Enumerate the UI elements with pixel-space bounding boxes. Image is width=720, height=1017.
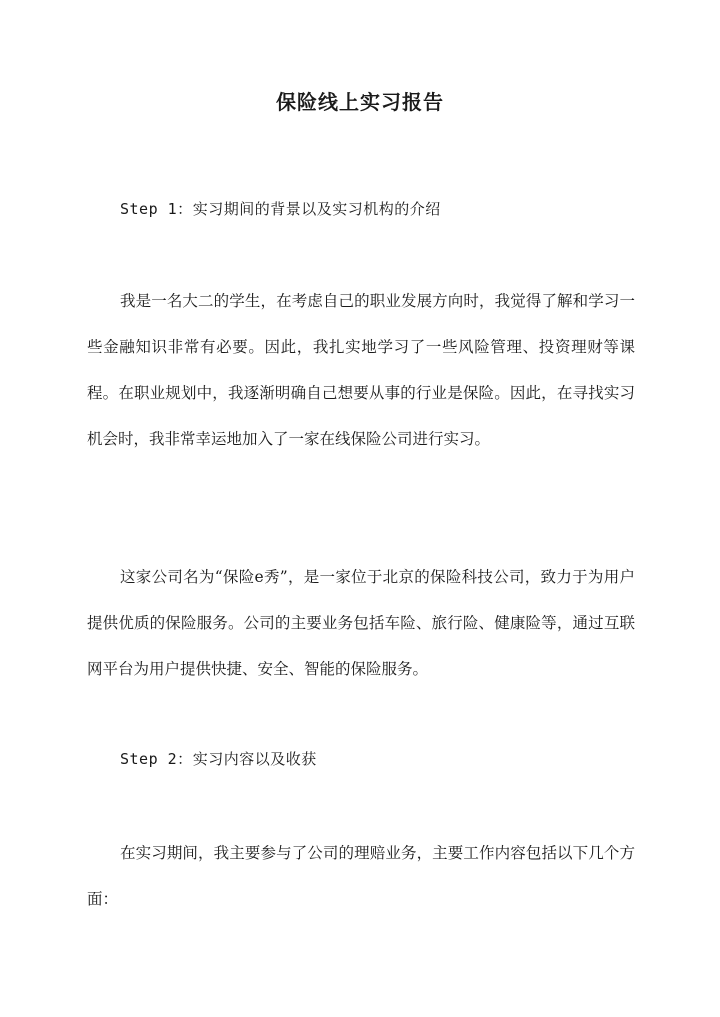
step-1-text: 实习期间的背景以及实习机构的介绍 (192, 200, 441, 218)
step-2-text: 实习内容以及收获 (192, 750, 317, 768)
step-2-prefix: Step 2： (120, 750, 193, 768)
step-1-heading (120, 198, 441, 219)
step-1-prefix: Step 1： (120, 200, 193, 218)
paragraph-internship-content: 在实习期间，我主要参与了公司的理赔业务，主要工作内容包括以下几个方面： (87, 844, 635, 908)
step-2-heading (120, 748, 317, 769)
paragraph-company: 这家公司名为“保险e秀”，是一家位于北京的保险科技公司，致力于为用户提供优质的保险服务。公司的主要业务包括车险、旅行险、健康险等，通过互联网平台为用户提供快捷、安全、智能的保险服务。 (87, 568, 635, 678)
document-title: 保险线上实习报告 (276, 90, 444, 114)
paragraph-background: 我是一名大二的学生，在考虑自己的职业发展方向时，我觉得了解和学习一些金融知识非常有必要。因此，我扎实地学习了一些风险管理、投资理财等课程。在职业规划中，我逐渐明确自己想要从事的行业是保险。因此，在寻找实习机会时，我非常幸运地加入了一家在线保险公司进行实习。 (87, 292, 635, 448)
